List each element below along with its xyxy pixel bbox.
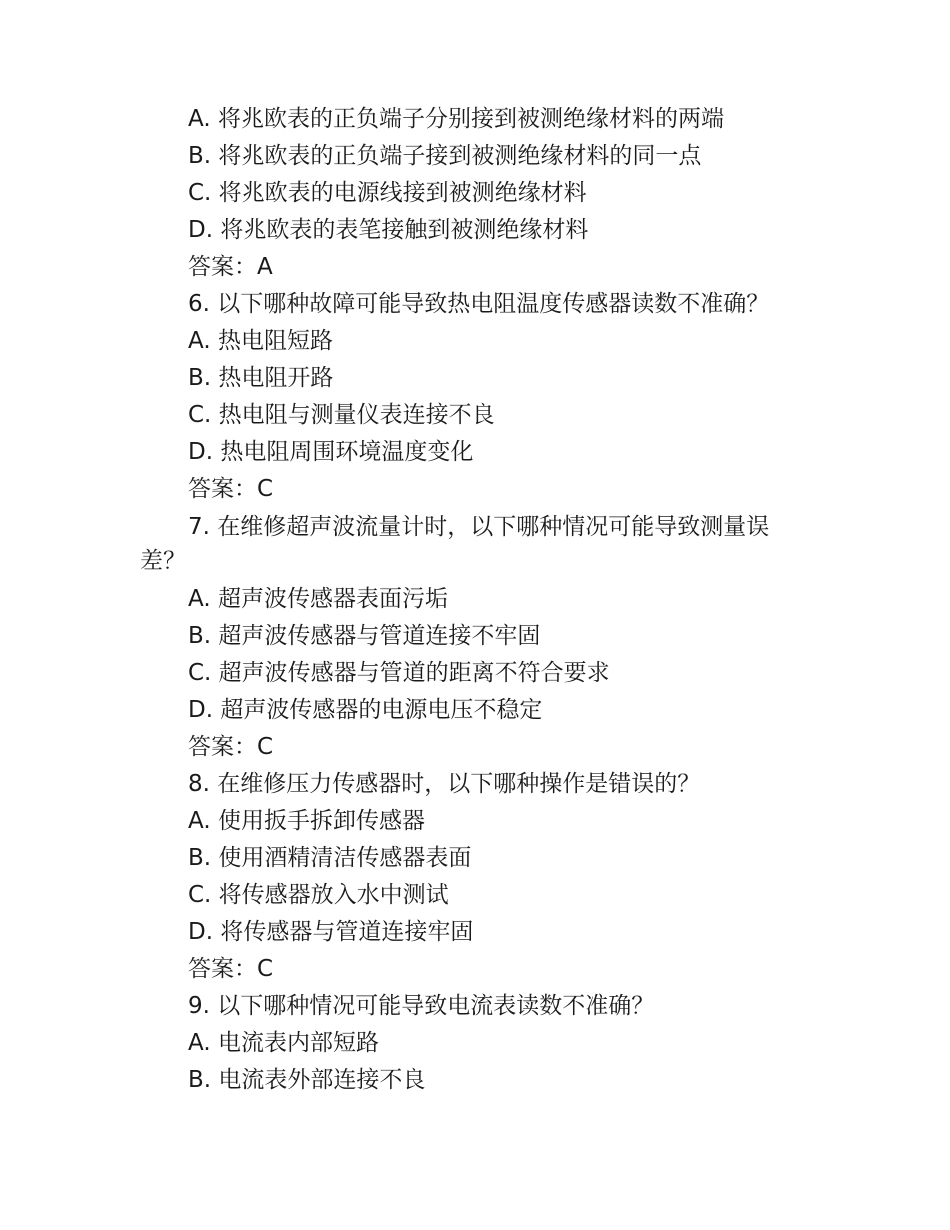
option-d-q6: D. 热电阻周围环境温度变化 — [188, 439, 474, 465]
option-d-q5: D. 将兆欧表的表笔接触到被测绝缘材料 — [188, 217, 589, 243]
option-c-q7: C. 超声波传感器与管道的距离不符合要求 — [188, 660, 610, 686]
option-a-q6: A. 热电阻短路 — [188, 328, 333, 354]
question-7 — [140, 510, 820, 578]
question-6: 6. 以下哪种故障可能导致热电阻温度传感器读数不准确？ — [188, 291, 770, 317]
document-content — [140, 101, 820, 1099]
option-d-q8: D. 将传感器与管道连接牢固 — [188, 919, 474, 945]
option-b-q7: B. 超声波传感器与管道连接不牢固 — [188, 623, 541, 649]
option-a-q9: A. 电流表内部短路 — [188, 1030, 379, 1056]
question-9: 9. 以下哪种情况可能导致电流表读数不准确？ — [188, 993, 655, 1019]
answer-q7: 答案：C — [188, 734, 274, 760]
question-8: 8. 在维修压力传感器时，以下哪种操作是错误的？ — [188, 771, 701, 797]
option-c-q6: C. 热电阻与测量仪表连接不良 — [188, 402, 495, 428]
answer-q5: 答案：A — [188, 254, 273, 280]
option-a-q8: A. 使用扳手拆卸传感器 — [188, 808, 425, 834]
question-7-line-2: 差？ — [140, 548, 186, 574]
option-a-q7: A. 超声波传感器表面污垢 — [188, 586, 448, 612]
option-b-q5: B. 将兆欧表的正负端子接到被测绝缘材料的同一点 — [188, 143, 702, 169]
option-c-q8: C. 将传感器放入水中测试 — [188, 882, 449, 908]
option-b-q9: B. 电流表外部连接不良 — [188, 1067, 426, 1093]
option-b-q6: B. 热电阻开路 — [188, 365, 334, 391]
question-7-line-1: 7. 在维修超声波流量计时，以下哪种情况可能导致测量误 — [188, 514, 770, 540]
option-c-q5: C. 将兆欧表的电源线接到被测绝缘材料 — [188, 180, 587, 206]
option-a-q5: A. 将兆欧表的正负端子分别接到被测绝缘材料的两端 — [188, 106, 724, 132]
answer-q8: 答案：C — [188, 956, 274, 982]
answer-q6: 答案：C — [188, 476, 274, 502]
option-d-q7: D. 超声波传感器的电源电压不稳定 — [188, 697, 543, 723]
option-b-q8: B. 使用酒精清洁传感器表面 — [188, 845, 472, 871]
